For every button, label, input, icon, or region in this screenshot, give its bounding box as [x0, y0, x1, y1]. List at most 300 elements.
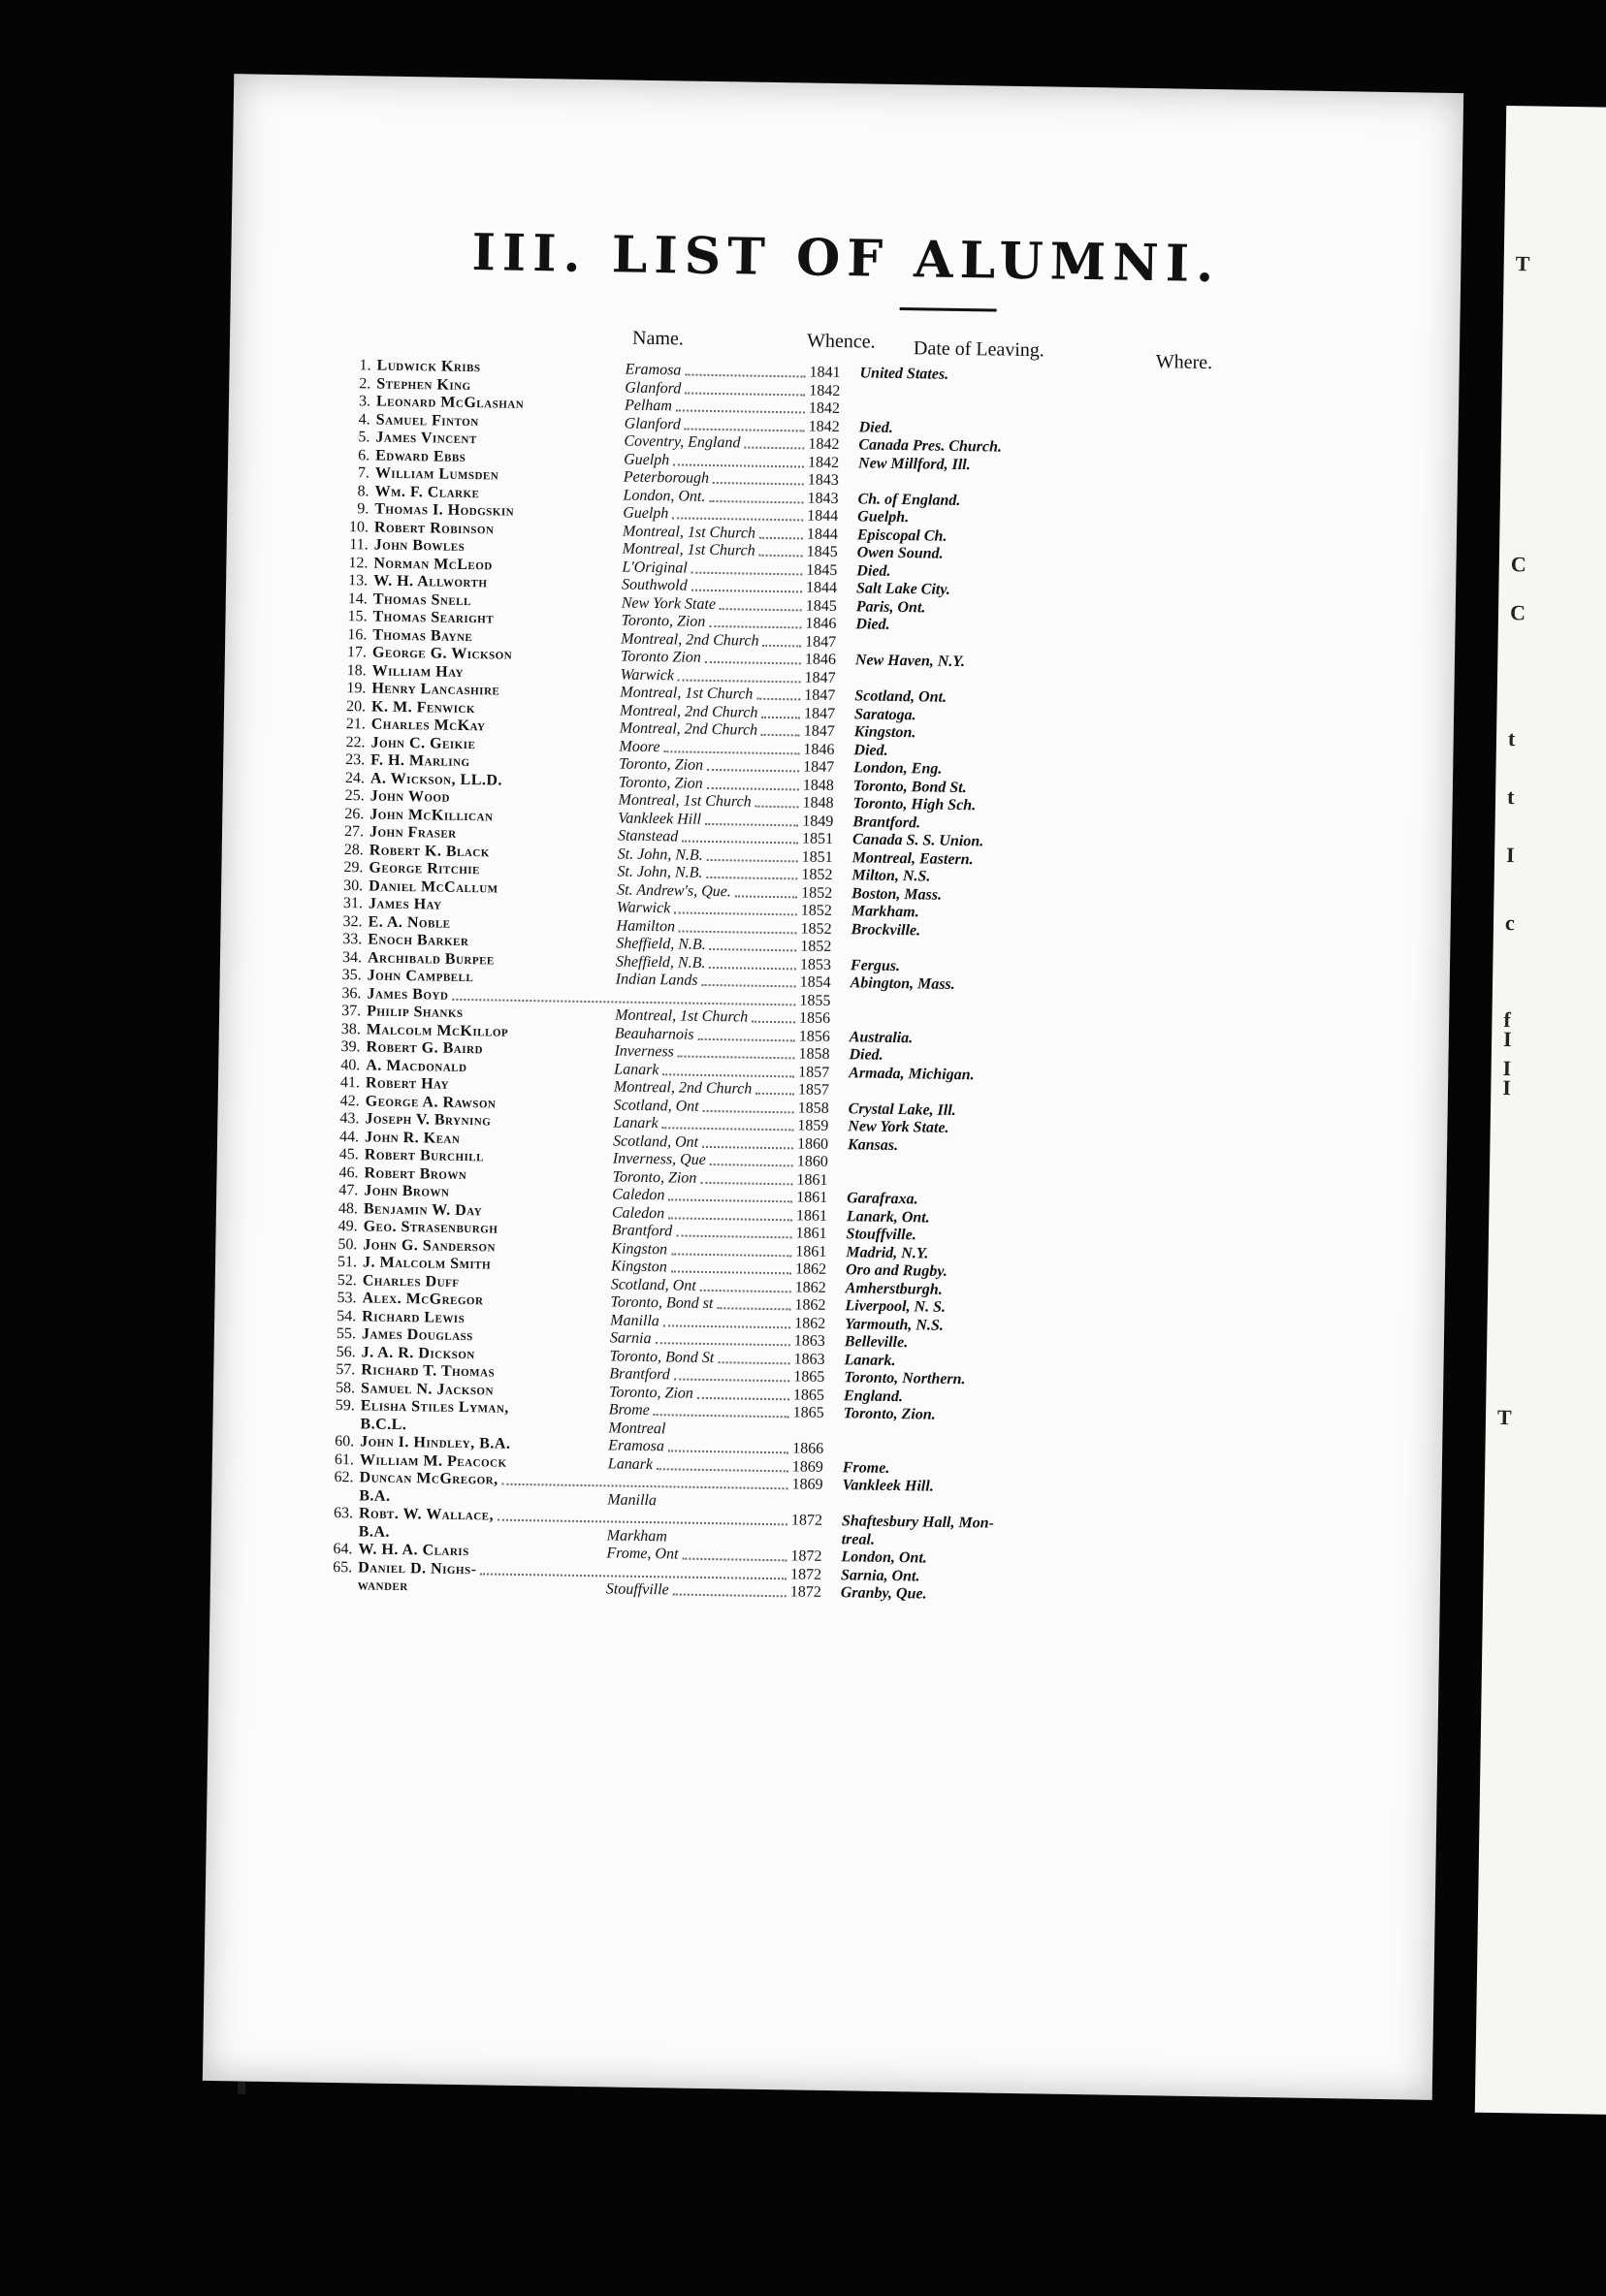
- entry-whence: Scotland, Ont: [610, 1275, 696, 1294]
- dot-leader: [697, 1396, 789, 1399]
- entry-where: England.: [843, 1387, 904, 1405]
- entry-number: [318, 1486, 353, 1487]
- entry-name: James Boyd: [367, 984, 449, 1004]
- dot-leader: [677, 1234, 792, 1238]
- entry-year: 1869: [791, 1457, 823, 1476]
- dot-leader: [719, 1361, 790, 1364]
- entry-name: John Fraser: [369, 823, 457, 842]
- entry-name: Archibald Burpee: [367, 948, 495, 968]
- entry-whence: Kingston: [610, 1258, 667, 1276]
- entry-name: George G. Wickson: [371, 644, 513, 663]
- entry-number: 8.: [357, 482, 369, 499]
- entry-name: K. M. Fenwick: [370, 697, 476, 717]
- dot-leader: [755, 806, 799, 809]
- entry-whence: Guelph: [624, 451, 670, 468]
- entry-number: 12.: [348, 554, 369, 571]
- entry-name: Joseph V. Bryning: [365, 1110, 492, 1130]
- header-name: Name.: [631, 327, 685, 350]
- entry-name: Geo. Strasenburgh: [363, 1218, 498, 1237]
- entry-year: 1851: [801, 830, 834, 847]
- entry-year: 1861: [796, 1170, 828, 1189]
- entry-year: 1862: [794, 1314, 826, 1332]
- entry-whence: Scotland, Ont: [612, 1132, 699, 1151]
- entry-year: 1862: [794, 1278, 826, 1296]
- entry-name: B.C.L.: [360, 1415, 407, 1433]
- entry-whence: Eramosa: [625, 361, 682, 379]
- dot-leader: [759, 555, 803, 558]
- adjacent-page-fragment: I: [1502, 1056, 1512, 1081]
- entry-year: 1847: [804, 686, 836, 704]
- dot-leader: [657, 1468, 788, 1472]
- entry-name: E. A. Noble: [368, 912, 451, 932]
- entry-name: Robert K. Black: [369, 841, 490, 860]
- entry-where: Belleville.: [844, 1333, 909, 1352]
- entry-whence: Inverness, Que: [612, 1150, 706, 1168]
- entry-name: Benjamin W. Day: [363, 1199, 483, 1219]
- entry-year: 1842: [808, 435, 840, 454]
- dot-leader: [678, 930, 796, 934]
- dot-leader: [709, 966, 796, 969]
- entry-year: 1848: [802, 794, 834, 812]
- entry-year: 1857: [797, 1081, 830, 1099]
- entry-name: Samuel Finton: [375, 411, 479, 430]
- entry-where: treal.: [841, 1530, 876, 1548]
- entry-whence: Sarnia: [609, 1329, 652, 1348]
- entry-whence: Glanford: [624, 415, 681, 432]
- entry-number: 54.: [337, 1307, 357, 1324]
- entry-where: Oro and Rugby.: [845, 1261, 948, 1280]
- entry-where: Vankleek Hill.: [842, 1477, 934, 1495]
- dot-leader: [709, 625, 801, 628]
- entry-name: J. Malcolm Smith: [362, 1254, 492, 1273]
- entry-whence: Brantford: [609, 1365, 670, 1384]
- entry-whence: Markham: [606, 1526, 668, 1545]
- entry-name: John Wood: [369, 787, 451, 806]
- entry-where: Amherstburgh.: [845, 1279, 943, 1298]
- dot-leader: [735, 895, 797, 898]
- entry-name: Samuel N. Jackson: [360, 1379, 495, 1399]
- dot-leader: [676, 409, 805, 413]
- entry-whence: Montreal: [608, 1419, 666, 1437]
- entry-where: Toronto, High Sch.: [852, 795, 977, 814]
- entry-name: Alex. McGregor: [362, 1290, 484, 1309]
- entry-name: John Brown: [364, 1182, 450, 1200]
- entry-name: Daniel D. Nighs-: [358, 1558, 477, 1578]
- entry-name: B.A.: [359, 1486, 391, 1505]
- entry-name: Charles McKay: [370, 716, 486, 735]
- entry-where: Canada Pres. Church.: [858, 436, 1003, 456]
- dot-leader: [705, 822, 798, 826]
- entry-number: 9.: [357, 500, 369, 518]
- entry-number: 30.: [343, 877, 364, 894]
- entry-number: 57.: [336, 1360, 356, 1379]
- entry-where: Madrid, N.Y.: [846, 1243, 929, 1262]
- entry-name: Thomas Snell: [372, 590, 472, 609]
- dot-leader: [672, 517, 803, 521]
- entry-whence: St. Andrew's, Que.: [617, 880, 731, 900]
- dot-leader: [705, 661, 801, 665]
- entry-year: 1844: [805, 579, 838, 596]
- entry-where: Lanark.: [844, 1351, 896, 1369]
- entry-where: Brockville.: [851, 920, 921, 939]
- adjacent-page-fragment: C: [1510, 552, 1526, 577]
- entry-whence: Stanstead: [617, 827, 679, 845]
- entry-whence: Indian Lands: [615, 971, 698, 989]
- dot-leader: [713, 482, 804, 485]
- entry-whence: Montreal, 2nd Church: [619, 719, 758, 739]
- entry-number: 64.: [333, 1540, 353, 1558]
- entry-year: 1872: [789, 1565, 822, 1583]
- dot-leader: [700, 1181, 792, 1184]
- entry-whence: Montreal, 1st Church: [618, 791, 752, 811]
- entry-where: Abington, Mass.: [850, 974, 955, 993]
- entry-number: [320, 1415, 355, 1416]
- entry-where: Frome.: [842, 1458, 890, 1477]
- entry-year: 1857: [798, 1063, 830, 1081]
- entry-name: F. H. Marling: [370, 751, 470, 771]
- dot-leader: [661, 1127, 793, 1131]
- entry-year: 1863: [793, 1350, 825, 1368]
- entry-where: Granby, Que.: [840, 1584, 927, 1603]
- entry-name: George Ritchie: [369, 859, 481, 878]
- entry-year: 1872: [789, 1583, 821, 1601]
- entry-number: 4.: [358, 410, 370, 428]
- entry-where: Episcopal Ch.: [856, 526, 948, 545]
- dot-leader: [752, 1021, 795, 1024]
- entry-year: 1844: [806, 526, 839, 543]
- entry-year: 1845: [805, 596, 837, 615]
- entry-name: James Vincent: [375, 429, 477, 448]
- dot-leader: [703, 1109, 794, 1112]
- entry-number: 25.: [344, 787, 365, 805]
- entry-whence: Montreal, 1st Church: [615, 1006, 749, 1026]
- dot-leader: [662, 1073, 794, 1077]
- adjacent-page-fragment: t: [1506, 784, 1515, 810]
- entry-where: Milton, N.S.: [851, 867, 931, 885]
- dot-leader: [674, 911, 797, 915]
- entry-name: Richard Lewis: [362, 1307, 466, 1326]
- entry-where: Ch. of England.: [857, 490, 961, 509]
- entry-number: 59.: [335, 1396, 355, 1415]
- adjacent-page-edge: [1475, 106, 1606, 2115]
- entry-name: William M. Peacock: [359, 1451, 507, 1471]
- entry-whence: Lanark: [607, 1454, 654, 1473]
- dot-leader: [755, 1093, 794, 1096]
- dot-leader: [700, 1289, 791, 1292]
- entry-whence: Sheffield, N.B.: [615, 952, 706, 972]
- entry-number: 13.: [348, 572, 369, 590]
- entry-year: 1872: [790, 1547, 822, 1565]
- entry-where: Died.: [856, 561, 891, 580]
- entry-number: 29.: [343, 859, 364, 877]
- entry-year: 1861: [795, 1206, 828, 1225]
- entry-name: W. H. Allworth: [373, 572, 488, 591]
- entry-whence: Vankleek Hill: [618, 809, 702, 828]
- entry-name: John Campbell: [367, 967, 474, 986]
- entry-number: 24.: [344, 769, 366, 786]
- dot-leader: [707, 858, 798, 861]
- entry-number: [318, 1522, 353, 1523]
- entry-where: United States.: [859, 365, 949, 383]
- adjacent-page-fragment: T: [1496, 1404, 1512, 1430]
- entry-year: 1872: [790, 1512, 823, 1529]
- entry-name: J. A. R. Dickson: [361, 1343, 475, 1362]
- dot-leader: [682, 1558, 787, 1562]
- entry-number: 27.: [343, 823, 365, 841]
- entry-year: 1841: [809, 364, 841, 382]
- entry-where: Saratoga.: [853, 705, 916, 723]
- dot-leader: [498, 1519, 787, 1526]
- entry-where: Liverpool, N. S.: [845, 1297, 947, 1316]
- dot-leader: [702, 984, 796, 988]
- adjacent-page-fragment: I: [1505, 843, 1515, 868]
- entry-year: 1852: [801, 866, 833, 883]
- dot-leader: [709, 948, 796, 951]
- entry-whence: Lanark: [614, 1060, 659, 1078]
- dot-leader: [685, 392, 805, 396]
- entry-where: Crystal Lake, Ill.: [848, 1100, 956, 1119]
- entry-whence: New York State: [621, 594, 717, 613]
- entry-number: 37.: [341, 1003, 362, 1020]
- entry-where: Died.: [849, 1046, 883, 1064]
- entry-year: 1847: [803, 758, 835, 776]
- entry-where: Brantford.: [852, 813, 921, 831]
- entry-number: 47.: [338, 1182, 359, 1199]
- entry-whence: Brome: [608, 1401, 650, 1419]
- dot-leader: [668, 1198, 792, 1202]
- entry-year: 1865: [793, 1368, 825, 1386]
- entry-year: 1842: [809, 382, 841, 399]
- entry-where: Fergus.: [850, 956, 901, 974]
- dot-leader: [668, 1450, 788, 1453]
- entry-whence: Stouffville: [605, 1580, 669, 1599]
- dot-leader: [761, 734, 800, 737]
- entry-year: 1869: [791, 1476, 823, 1493]
- entry-year: 1858: [798, 1045, 830, 1063]
- entry-where: Montreal, Eastern.: [851, 848, 974, 868]
- page-title: III. LIST OF ALUMNI.: [471, 223, 1221, 295]
- entry-where: Owen Sound.: [856, 544, 944, 562]
- dot-leader: [668, 1217, 792, 1221]
- entry-whence: Warwick: [620, 666, 675, 684]
- entry-whence: Toronto, Zion: [621, 612, 706, 630]
- dot-leader: [677, 1055, 794, 1059]
- entry-name: Robert Robinson: [373, 519, 495, 537]
- adjacent-page-fragment: C: [1509, 600, 1526, 625]
- entry-number: 20.: [345, 697, 367, 715]
- entry-year: 1865: [792, 1386, 825, 1404]
- entry-name: Leonard McGlashan: [375, 393, 525, 412]
- entry-name: Daniel McCallum: [369, 877, 498, 897]
- entry-number: 55.: [336, 1324, 357, 1343]
- entry-number: 14.: [347, 590, 368, 607]
- dot-leader: [671, 1270, 791, 1274]
- entry-where: Boston, Mass.: [851, 884, 943, 904]
- entry-whence: Toronto, Zion: [608, 1383, 694, 1402]
- dot-leader: [663, 750, 799, 754]
- entry-year: 1866: [792, 1440, 824, 1457]
- adjacent-page-fragment: f: [1503, 1007, 1511, 1033]
- entry-year: 1854: [799, 973, 831, 991]
- scanned-page: [203, 74, 1463, 2100]
- entry-year: 1856: [798, 1009, 831, 1027]
- entry-number: 34.: [341, 948, 363, 966]
- entry-year: 1852: [800, 902, 832, 919]
- entry-name: Robert Burchill: [364, 1146, 485, 1165]
- dot-leader: [686, 374, 806, 378]
- entry-year: 1853: [799, 955, 832, 973]
- entry-whence: L'Original: [622, 558, 688, 577]
- entry-name: Stephen King: [376, 375, 471, 394]
- entry-where: London, Ont.: [841, 1548, 927, 1567]
- entry-name: John G. Sanderson: [363, 1235, 497, 1256]
- alumni-list: [317, 357, 1423, 1611]
- entry-whence: Brantford: [611, 1222, 673, 1240]
- dot-leader: [698, 1037, 795, 1041]
- entry-number: 44.: [339, 1128, 360, 1145]
- entry-number: 49.: [337, 1218, 358, 1235]
- entry-whence: St. John, N.B.: [617, 845, 703, 864]
- entry-whence: Montreal, 1st Church: [622, 540, 755, 559]
- entry-number: 16.: [347, 625, 368, 643]
- entry-name: James Douglass: [361, 1325, 473, 1345]
- dot-leader: [710, 1164, 793, 1166]
- entry-year: 1845: [806, 561, 838, 579]
- entry-number: 15.: [347, 608, 368, 625]
- entry-number: 60.: [335, 1432, 355, 1451]
- adjacent-page-fragment: c: [1504, 910, 1515, 936]
- entry-where: Lanark, Ont.: [846, 1207, 930, 1227]
- entry-where: Toronto, Northern.: [844, 1369, 966, 1388]
- entry-name: Robert Hay: [365, 1074, 450, 1093]
- dot-leader: [691, 590, 802, 593]
- entry-whence: Montreal, 2nd Church: [613, 1078, 753, 1098]
- entry-year: 1847: [805, 632, 837, 651]
- entry-year: 1848: [802, 776, 835, 794]
- entry-number: 26.: [344, 805, 365, 822]
- entry-name: B.A.: [358, 1522, 391, 1541]
- header-where: Where.: [1155, 351, 1213, 374]
- entry-name: John Bowles: [373, 536, 466, 555]
- entry-whence: Guelph: [623, 504, 669, 523]
- entry-whence: Scotland, Ont: [613, 1096, 699, 1115]
- entry-year: 1843: [807, 490, 839, 507]
- entry-where: Scotland, Ont.: [854, 687, 948, 706]
- entry-whence: Sheffield, N.B.: [616, 935, 706, 953]
- entry-number: 65.: [333, 1558, 353, 1576]
- entry-where: Toronto, Zion.: [843, 1405, 936, 1423]
- entry-name: John I. Hindley, B.A.: [360, 1433, 511, 1452]
- entry-number: 6.: [358, 446, 370, 463]
- entry-whence: Montreal, 2nd Church: [621, 630, 759, 650]
- entry-whence: Toronto Zion: [620, 648, 701, 666]
- dot-leader: [707, 769, 799, 772]
- entry-number: 40.: [340, 1056, 361, 1073]
- entry-whence: St. John, N.B.: [617, 863, 703, 881]
- entry-year: 1847: [803, 722, 835, 740]
- entry-year: 1865: [792, 1404, 824, 1421]
- entry-name: Robert G. Baird: [366, 1038, 484, 1058]
- adjacent-page-fragment: t: [1507, 726, 1516, 751]
- entry-number: 38.: [340, 1020, 362, 1037]
- dot-leader: [671, 1253, 791, 1257]
- entry-year: 1862: [794, 1260, 827, 1278]
- entry-year: 1842: [808, 399, 841, 418]
- entry-whence: Montreal, 2nd Church: [619, 701, 758, 721]
- entry-name: Robert Brown: [364, 1164, 467, 1183]
- entry-number: 11.: [349, 536, 369, 554]
- entry-name: wander: [357, 1577, 408, 1595]
- entry-number: 53.: [337, 1289, 357, 1307]
- entry-year: 1847: [804, 668, 836, 686]
- entry-year: 1846: [805, 615, 837, 632]
- entry-where: Markham.: [851, 903, 919, 921]
- entry-number: 31.: [342, 895, 364, 912]
- entry-number: 58.: [335, 1379, 356, 1396]
- entry-where: New Haven, N.Y.: [854, 652, 966, 671]
- entry-number: 2.: [359, 374, 371, 392]
- entry-number: 62.: [334, 1468, 354, 1486]
- entry-number: 36.: [341, 984, 362, 1002]
- entry-year: 1842: [807, 454, 840, 471]
- dot-leader: [720, 608, 802, 611]
- dot-leader: [702, 1145, 793, 1148]
- entry-name: Ludwick Kribs: [376, 357, 481, 376]
- adjacent-page-fragment: T: [1515, 251, 1530, 276]
- entry-name: Thomas Bayne: [372, 625, 473, 645]
- entry-whence: Peterborough: [623, 468, 710, 487]
- entry-name: James Hay: [368, 895, 442, 913]
- entry-where: Yarmouth, N.S.: [845, 1315, 944, 1334]
- entry-name: Elisha Stiles Lyman,: [360, 1397, 509, 1417]
- entry-where: London, Eng.: [853, 759, 943, 778]
- entry-number: 42.: [339, 1092, 360, 1109]
- entry-number: 28.: [343, 841, 364, 858]
- entry-name: William Lumsden: [374, 464, 499, 484]
- dot-leader: [663, 1324, 790, 1328]
- entry-number: 39.: [340, 1038, 361, 1056]
- entry-where: Shaftesbury Hall, Mon-: [841, 1513, 995, 1532]
- entry-where: Guelph.: [857, 508, 910, 526]
- dot-leader: [744, 446, 804, 449]
- entry-year: 1846: [804, 651, 837, 668]
- entry-number: 7.: [357, 464, 370, 482]
- entry-where: New York State.: [848, 1118, 949, 1136]
- entry-number: 56.: [336, 1343, 356, 1360]
- entry-whence: Toronto, Zion: [612, 1167, 697, 1187]
- entry-number: 50.: [337, 1235, 358, 1253]
- entry-year: 1849: [802, 812, 834, 830]
- entry-whence: Kingston: [611, 1239, 668, 1258]
- dot-leader: [707, 786, 799, 789]
- entry-number: 46.: [338, 1164, 359, 1181]
- dot-leader: [756, 698, 800, 701]
- header-date-of-leaving: Date of Leaving.: [913, 337, 1045, 362]
- entry-whence: London, Ont.: [623, 487, 706, 505]
- dot-leader: [674, 1378, 789, 1382]
- adjacent-page-fragment: I: [1502, 1027, 1512, 1052]
- entry-where: Kansas.: [847, 1135, 899, 1154]
- entry-whence: Montreal, 1st Church: [622, 523, 756, 542]
- entry-where: Garafraxa.: [847, 1190, 918, 1208]
- entry-year: 1860: [796, 1134, 829, 1153]
- entry-number: 5.: [358, 429, 370, 446]
- entry-whence: Moore: [619, 737, 660, 755]
- entry-where: Sarnia, Ont.: [840, 1566, 920, 1584]
- entry-name: Henry Lancashire: [371, 680, 500, 699]
- entry-number: 51.: [337, 1253, 358, 1271]
- entry-where: Paris, Ont.: [855, 597, 926, 616]
